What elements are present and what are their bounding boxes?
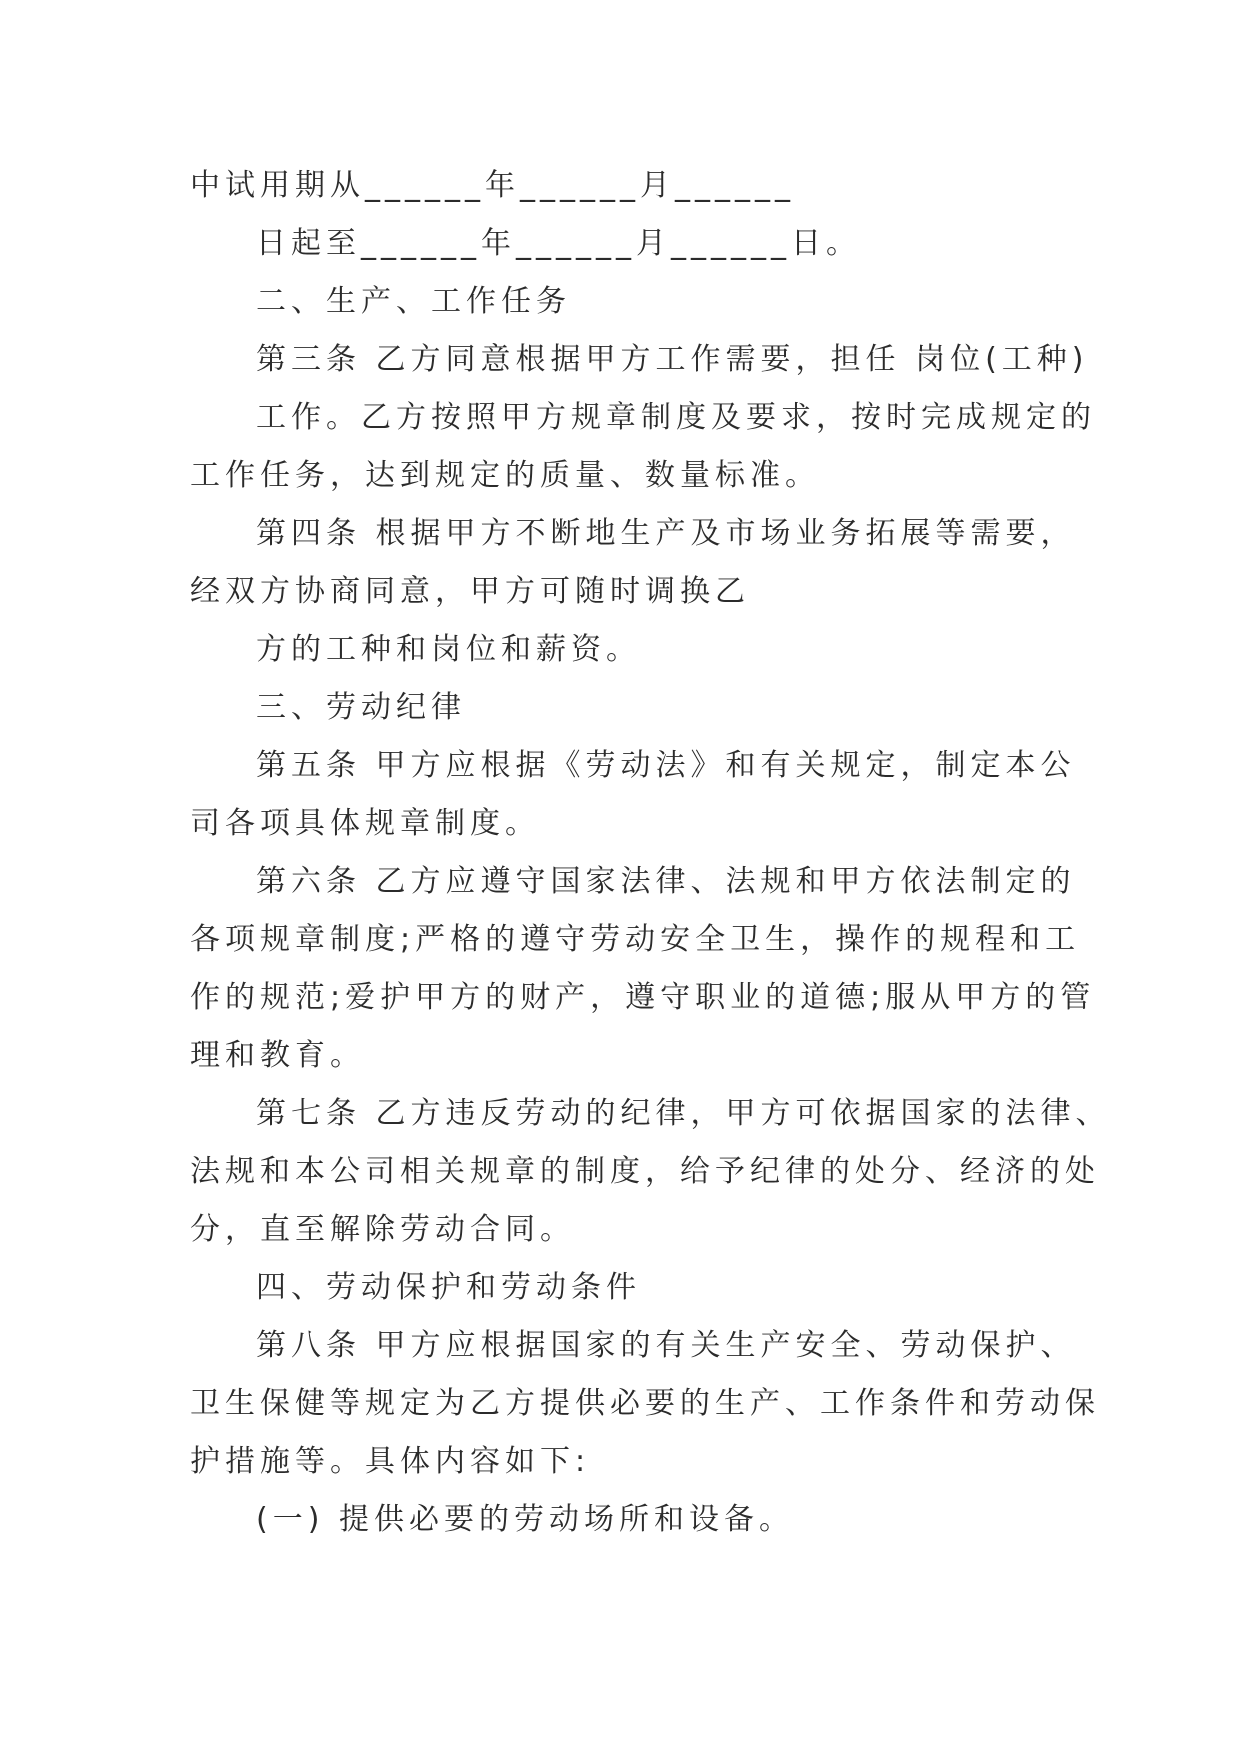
section-heading: 四、劳动保护和劳动条件 — [256, 1270, 641, 1305]
section-heading: 三、劳动纪律 — [256, 690, 466, 725]
text-line: 卫生保健等规定为乙方提供必要的生产、工作条件和劳动保 — [190, 1386, 1100, 1421]
text-line: 第七条 乙方违反劳动的纪律，甲方可依据国家的法律、 — [256, 1096, 1111, 1131]
text-line: 经双方协商同意，甲方可随时调换乙 — [190, 574, 750, 609]
text-line: 中试用期从______年______月______ — [190, 168, 795, 203]
text-line: 方的工种和岗位和薪资。 — [256, 632, 641, 667]
text-line: (一) 提供必要的劳动场所和设备。 — [256, 1502, 794, 1537]
text-line: 日起至______年______月______日。 — [256, 226, 861, 261]
text-line: 第八条 甲方应根据国家的有关生产安全、劳动保护、 — [256, 1328, 1076, 1363]
text-line: 司各项具体规章制度。 — [190, 806, 540, 841]
section-heading: 二、生产、工作任务 — [256, 284, 571, 319]
text-line: 工作。乙方按照甲方规章制度及要求，按时完成规定的 — [256, 400, 1096, 435]
text-line: 护措施等。具体内容如下: — [190, 1444, 591, 1479]
text-line: 各项规章制度;严格的遵守劳动安全卫生，操作的规程和工 — [190, 922, 1081, 957]
text-line: 法规和本公司相关规章的制度，给予纪律的处分、经济的处 — [190, 1154, 1100, 1189]
text-line: 工作任务，达到规定的质量、数量标准。 — [190, 458, 820, 493]
text-line: 第六条 乙方应遵守国家法律、法规和甲方依法制定的 — [256, 864, 1076, 899]
text-line: 分，直至解除劳动合同。 — [190, 1212, 575, 1247]
text-line: 第三条 乙方同意根据甲方工作需要，担任 岗位(工种) — [256, 342, 1089, 377]
text-line: 作的规范;爱护甲方的财产，遵守职业的道德;服从甲方的管 — [190, 980, 1096, 1015]
text-line: 理和教育。 — [190, 1038, 365, 1073]
text-line: 第五条 甲方应根据《劳动法》和有关规定，制定本公 — [256, 748, 1076, 783]
text-line: 第四条 根据甲方不断地生产及市场业务拓展等需要， — [256, 516, 1076, 551]
